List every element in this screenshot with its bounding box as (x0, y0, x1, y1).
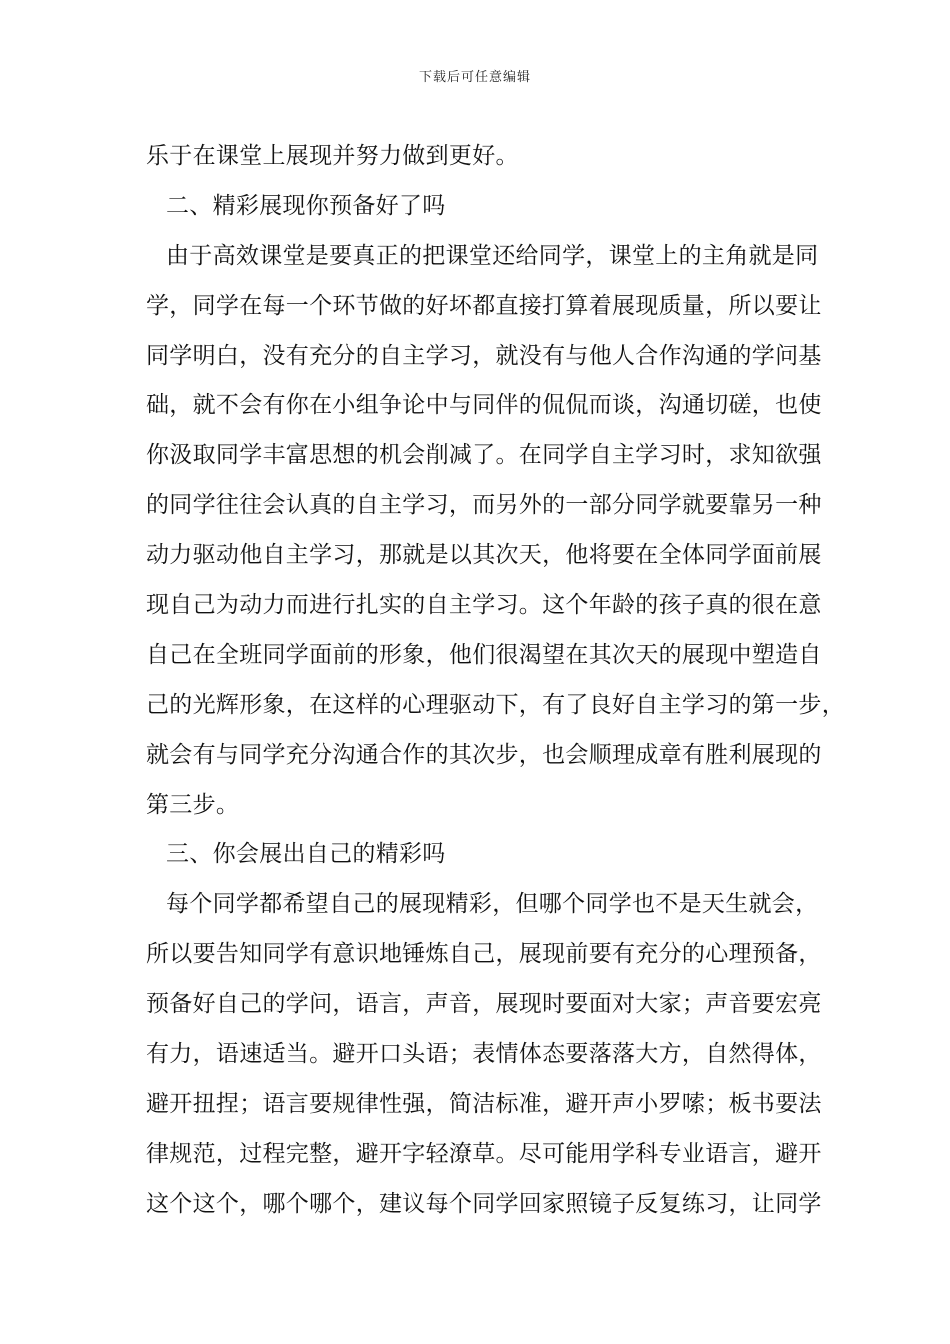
text-line: 现自己为动力而进行扎实的自主学习。这个年龄的孩子真的很在意 (146, 592, 822, 619)
section-heading-3: 三、你会展出自己的精彩吗 (166, 841, 446, 868)
body-text (146, 132, 845, 1230)
text-line: 自己在全班同学面前的形象，他们很渴望在其次天的展现中塑造自 (146, 641, 822, 668)
text-line: 每个同学都希望自己的展现精彩，但哪个同学也不是天生就会， (166, 891, 819, 918)
text-line: 有力，语速适当。避开口头语；表情体态要落落大方，自然得体， (146, 1041, 822, 1068)
text-line: 动力驱动他自主学习，那就是以其次天，他将要在全体同学面前展 (146, 542, 822, 569)
text-line: 的同学往往会认真的自主学习，而另外的一部分同学就要靠另一种 (146, 492, 822, 519)
text-line: 学，同学在每一个环节做的好坏都直接打算着展现质量，所以要让 (146, 292, 822, 319)
text-line: 这个这个，哪个哪个，建议每个同学回家照镜子反复练习，让同学 (146, 1190, 822, 1217)
text-line: 第三步。 (146, 791, 240, 818)
text-line: 律规范，过程完整，避开字轻潦草。尽可能用学科专业语言，避开 (146, 1140, 822, 1167)
section-heading-2: 二、精彩展现你预备好了吗 (166, 192, 446, 219)
text-line: 你汲取同学丰富思想的机会削减了。在同学自主学习时，求知欲强 (146, 442, 822, 469)
text-line: 预备好自己的学问，语言，声音，展现时要面对大家；声音要宏亮 (146, 991, 822, 1018)
text-line: 同学明白，没有充分的自主学习，就没有与他人合作沟通的学问基 (146, 342, 822, 369)
text-line: 就会有与同学充分沟通合作的其次步，也会顺理成章有胜利展现的 (146, 741, 822, 768)
text-line: 乐于在课堂上展现并努力做到更好。 (146, 143, 519, 169)
text-line: 己的光辉形象，在这样的心理驱动下，有了良好自主学习的第一步， (146, 691, 845, 718)
text-line: 础，就不会有你在小组争论中与同伴的侃侃而谈，沟通切磋，也使 (146, 392, 822, 419)
text-line: 避开扭捏；语言要规律性强，简洁标准，避开声小罗嗦；板书要法 (146, 1090, 822, 1117)
page-header: 下载后可任意编辑 (418, 70, 531, 85)
text-line: 所以要告知同学有意识地锤炼自己，展现前要有充分的心理预备， (146, 941, 822, 968)
text-line: 由于高效课堂是要真正的把课堂还给同学，课堂上的主角就是同 (166, 242, 819, 269)
